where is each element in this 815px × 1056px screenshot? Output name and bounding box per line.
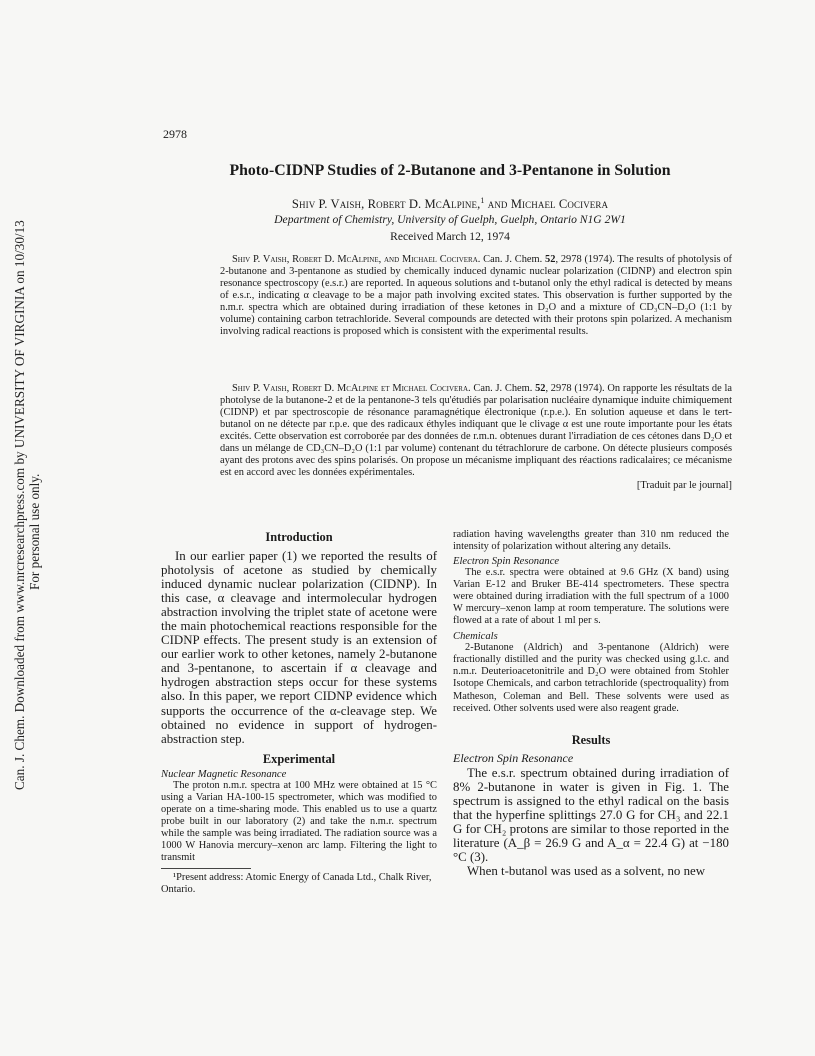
- nmr-text: The proton n.m.r. spectra at 100 MHz were obtained at 15 °C using a Varian HA-100-15 spectrometer, which was modified to operate on a time-sharing mode. This enabled us to use a quartz probe built in our laboratory (2) and take the n.m.r. spectrum while the sample was being irradiated. The radiation source was a 1000 W Hanovia mercury–xenon arc lamp. Filtering the light to transmit: [161, 779, 437, 863]
- chemicals-text: 2-Butanone (Aldrich) and 3-pentanone (Aldrich) were fractionally distilled and the purity was checked using g.l.c. and n.m.r. Deuterioacetonitrile and D₂O were obtained from Stohler Isotope Chemicals, and carbon tetrachloride (spectroquality) from Matheson, Coleman and Bell. These solvents were used as received. Other solvents used were also reagent grade.: [453, 642, 729, 714]
- author-list: [160, 196, 740, 212]
- affiliation: Department of Chemistry, University of Guelph, Guelph, Ontario N1G 2W1: [274, 213, 626, 226]
- article-title: Photo-CIDNP Studies of 2-Butanone and 3-Pentanone in Solution: [229, 162, 671, 179]
- abstract-fr-text: [220, 383, 732, 479]
- results-esr-subheading: Electron Spin Resonance: [453, 750, 574, 765]
- download-notice-line2: For personal use only.: [27, 473, 42, 590]
- abstract-en-cite-volume: 52: [545, 254, 556, 265]
- results-heading: Results: [571, 732, 611, 747]
- nmr-subheading: Nuclear Magnetic Resonance: [161, 768, 287, 780]
- received-date: Received March 12, 1974: [390, 230, 510, 243]
- abstract-en-text: [220, 254, 732, 338]
- page-number: 2978: [163, 127, 187, 141]
- abstract-english: [220, 254, 732, 338]
- footnote-rule: [161, 868, 251, 869]
- abstract-fr-cite-authors: Shiv P. Vaish, Robert D. McAlpine et Michael Cocivera.: [232, 383, 471, 394]
- experimental-heading: Experimental: [262, 751, 336, 766]
- esr-text: The e.s.r. spectra were obtained at 9.6 GHz (X band) using Varian E-12 and Bruker BE-414 spectrometers. These spectra were obtained during irradiation with the full spectrum of a 1000 W mercury–xenon lamp at room temperature. The solutions were flowed at a rate of about 1 ml per s.: [453, 567, 729, 627]
- abstract-fr-body: On rapporte les résultats de la photolyse de la butanone-2 et de la pentanone-3 tels qu'étudiés par polarisation nucléaire dynamique induite chimiquement (CIDNP) et par spectroscopie de résonance paramagnétique électronique (r.p.e.). En solution aqueuse et dans le tert-butanol on ne détecte par r.p.e. que des radicaux éthyles indiquant que le clivage α est une route importante pour les états excités. Cette observation est corroborée par des données de r.m.n. obtenues durant l'irradiation de ces cétones dans D₂O et dans un mélange de CD₃CN–D₂O (1:1 par volume) contenant du tétrachlorure de carbone. On détecte plusieurs composés ayant des protons avec des spins polarisés. On propose un mécanisme impliquant des réactions radicalaires; ce mécanisme est en accord avec les données expérimentales.: [220, 383, 732, 479]
- esr-subheading: Electron Spin Resonance: [453, 556, 560, 568]
- abstract-french: [220, 383, 732, 492]
- abstract-en-cite-pages: , 2978 (1974).: [555, 254, 615, 265]
- abstract-fr-cite-pages: , 2978 (1974).: [545, 383, 605, 394]
- abstract-en-body: The results of photolysis of 2-butanone and 3-pentanone as studied by chemically induced dynamic nuclear polarization (CIDNP) and electron spin resonance spectroscopy (e.s.r.) are reported. In aqueous solutions and t-butanol only the ethyl radical is detected by means of e.s.r., indicating α cleavage to be a major path involving excited states. This observation is further supported by the n.m.r. spectra which are obtained during irradiation of these ketones in D₂O and a mixture of CD₃CN–D₂O (1:1 by volume) containing carbon tetrachloride. Several compounds are detected with their protons spin polarized. A mechanism involving radical reactions is proposed which is consistent with the experimental results.: [220, 254, 733, 338]
- results-paragraph-2: When t-butanol was used as a solvent, no new: [467, 863, 706, 878]
- introduction-heading: Introduction: [265, 530, 333, 544]
- translation-note: [Traduit par le journal]: [636, 480, 732, 492]
- footnote: ¹Present address: Atomic Energy of Canada Ltd., Chalk River, Ontario.: [161, 871, 432, 896]
- chemicals-subheading: Chemicals: [453, 631, 498, 643]
- abstract-en-cite-authors: Shiv P. Vaish, Robert D. McAlpine, and Michael Cocivera.: [232, 254, 481, 265]
- abstract-fr-cite-volume: 52: [535, 383, 546, 394]
- download-notice: [0, 0, 44, 1056]
- abstract-en-cite-journal: Can. J. Chem.: [480, 254, 546, 265]
- left-column: [161, 530, 437, 896]
- results-paragraph-1: The e.s.r. spectrum obtained during irradiation of 8% 2-butanone in water is given in Fig. 1. The spectrum is assigned to the ethyl radical on the basis that the hyperfine splittings 27.0 G for CH₃ and 22.1 G for CH₂ protons are similar to those reported in the literature (A_β = 26.9 G and A_α = 22.4 G) at −180 °C (3).: [453, 765, 729, 864]
- authors-part1: Shiv P. Vaish, Robert D. McAlpine,: [291, 197, 481, 212]
- nmr-text-continued: radiation having wavelengths greater than 310 nm reduced the intensity of polarization without altering any details.: [453, 529, 729, 553]
- abstract-fr-cite-journal: Can. J. Chem.: [470, 383, 536, 394]
- introduction-text: In our earlier paper (1) we reported the results of photolysis of acetone as studied by chemically induced dynamic nuclear polarization (CIDNP). In this case, α cleavage and intermolecular hydrogen abstraction involving the triplet state of acetone were the main photochemical reactions responsible for the CIDNP effects. The present study is an extension of our earlier work to other ketones, namely 2-butanone and 3-pentanone, to ascertain if α cleavage and hydrogen abstraction steps occur for these systems also. In this paper, we report CIDNP evidence which supports the occurrence of the α-cleavage step. We obtained no evidence in support of hydrogen-abstraction step.: [161, 549, 437, 746]
- authors-part2: and Michael Cocivera: [484, 197, 609, 212]
- download-notice-line1: Can. J. Chem. Downloaded from www.nrcresearchpress.com by UNIVERSITY OF VIRGINIA on 10/30/13: [12, 220, 27, 790]
- footnote-marker: 1: [480, 196, 485, 205]
- right-column: [453, 529, 729, 878]
